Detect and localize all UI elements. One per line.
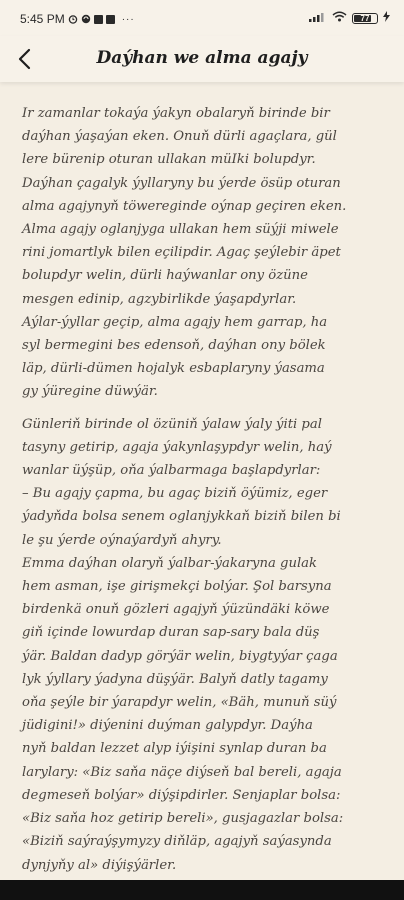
story-line: jüdigini!» diýenini duýman galypdyr. Daýha [22, 718, 313, 734]
story-line: Daýhan çagalyk ýyllaryny bu ýerde ösüp oturan [22, 175, 341, 191]
story-text [22, 102, 388, 886]
status-left [20, 12, 135, 26]
battery-level: 77 [360, 13, 370, 23]
story-line: giň içinde lowurdap duran sap-sary bala düş [22, 625, 320, 641]
back-arrow-icon [12, 45, 40, 73]
story-line: Emma daýhan olaryň ýalbar-ýakaryna gulak [22, 555, 318, 571]
story-line: tasyny getirip, agaja ýakynlaşypdyr welin, haý [22, 439, 332, 455]
navigation-bar [0, 880, 404, 900]
story-line: läp, dürli-dümen hojalyk esbaplaryny ýasama [22, 361, 325, 377]
story-line: birdenkä onuň gözleri agajyň ýüzündäki köwe [22, 602, 330, 618]
story-line: ýadyňda bolsa senem oglanjykkaň biziň bilen bi [22, 509, 341, 525]
back-button[interactable] [12, 45, 40, 73]
page-title: Daýhan we alma agajy [96, 48, 308, 68]
story-line: wanlar üýşüp, oňa ýalbarmaga başlapdyrlar: [22, 463, 321, 479]
story-line: larylary: «Biz saňa näçe diýseň bal bereli, agaja [22, 764, 342, 780]
story-line: degmeseň bolýar» diýşipdirler. Senjaplar bolsa: [22, 787, 341, 803]
more-notifications-icon: ··· [121, 13, 135, 25]
story-line: alma agajynyň töwereginde oýnap geçiren eken. [22, 198, 347, 214]
story-line: nyň baldan lezzet alyp iýişini synlap duran ba [22, 741, 327, 757]
story-paragraph [22, 413, 388, 877]
story-line: le şu ýerde oýnaýardyň ahyry. [22, 532, 222, 548]
status-time: 5:45 PM [20, 12, 65, 26]
story-line: Günleriň birinde ol özüniň ýalaw ýaly ýiti pal [22, 416, 322, 432]
story-line: «Biziň saýraýşymyzy diňläp, agajyň saýasynda [22, 834, 332, 850]
sync-icon [81, 14, 91, 24]
story-line: oňa şeýle bir ýarapdyr welin, «Bäh, munuň süý [22, 695, 337, 711]
story-line: daýhan ýaşaýan eken. Onuň dürli agaçlara, gül [22, 129, 337, 145]
story-line: – Bu agajy çapma, bu agaç biziň öýümiz, eger [22, 486, 328, 502]
app-notification-icon [94, 15, 103, 24]
story-line: Aýlar-ýyllar geçip, alma agajy hem garrap, ha [22, 314, 328, 330]
status-bar [0, 0, 404, 36]
story-line: mesgen edinip, agzybirlikde ýaşapdyrlar. [22, 291, 297, 307]
story-line: ýär. Baldan dadyp görýär welin, biygtyýar çaga [22, 648, 338, 664]
story-line: dynjyňy al» diýişýärler. [22, 857, 177, 873]
story-line: syl bermegini bes edensoň, daýhan ony bölek [22, 338, 326, 354]
story-line: bolupdyr welin, dürli haýwanlar ony özüne [22, 268, 308, 284]
story-line: hem asman, işe girişmekçi bolýar. Şol barsyna [22, 579, 332, 595]
charging-icon [383, 11, 390, 25]
app-header [0, 36, 404, 82]
story-line: rini jomartlyk bilen eçilipdir. Agaç şeýlebir äpet [22, 245, 341, 261]
alarm-icon [68, 14, 78, 24]
signal-icon [309, 11, 327, 25]
story-line: gy ýüregine düwýär. [22, 384, 158, 400]
story-line: Alma agajy oglanjyga ullakan hem süýji miwele [22, 222, 339, 238]
message-notification-icon [106, 15, 115, 24]
status-right [309, 11, 390, 25]
wifi-icon [332, 11, 347, 25]
battery-icon [352, 13, 378, 24]
story-line: lere bürenip oturan ullakan müIki bolupdyr. [22, 152, 316, 168]
story-line: Ir zamanlar tokaýa ýakyn obalaryň birinde bir [22, 106, 330, 121]
story-line: lyk ýyllary ýadyna düşýär. Balyň datly tagamy [22, 671, 328, 687]
story-line: «Biz saňa hoz getirip bereli», gusjagazlar bolsa: [22, 811, 344, 827]
story-paragraph [22, 102, 388, 404]
